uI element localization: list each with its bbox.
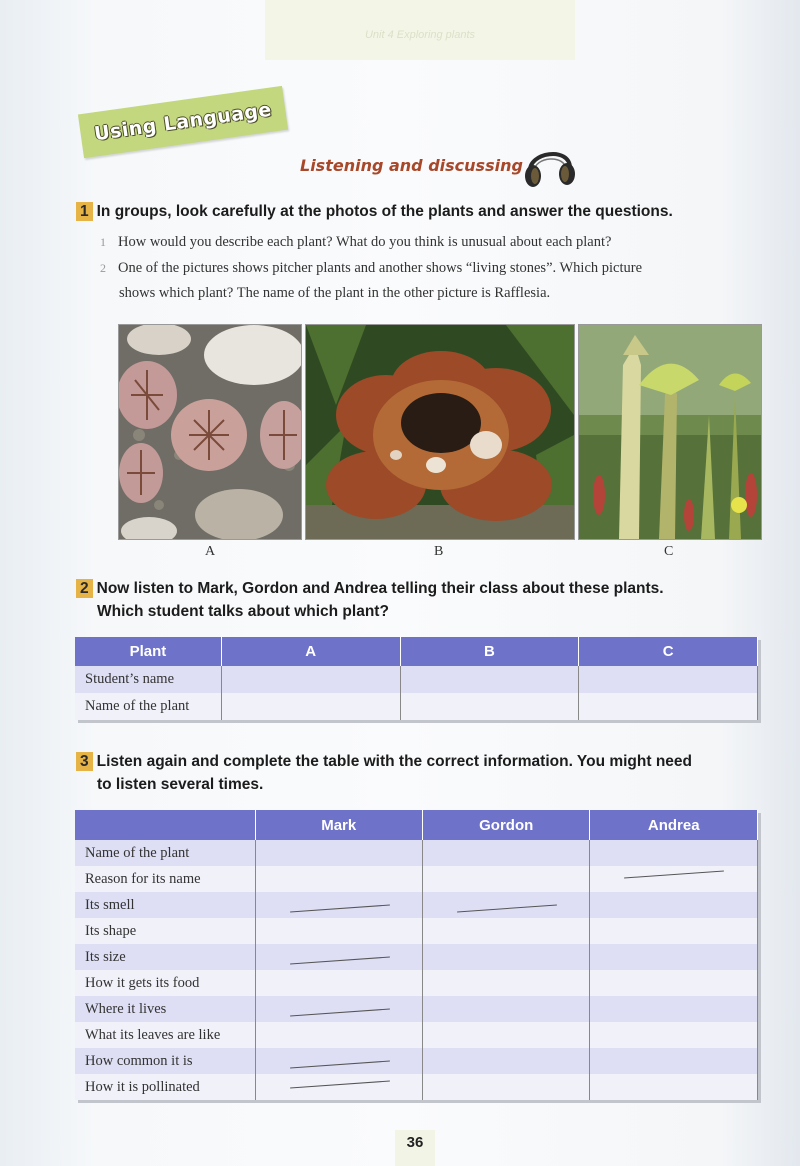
answer-cell[interactable] — [422, 1022, 590, 1048]
table-header: Mark — [255, 810, 422, 840]
question-3 — [76, 750, 692, 796]
table-row — [75, 666, 758, 693]
table-header: B — [400, 637, 579, 666]
answer-cell[interactable] — [422, 970, 590, 996]
table-header — [75, 810, 255, 840]
table-header: Plant — [75, 637, 221, 666]
table-row — [75, 1074, 758, 1100]
row-label: How it is pollinated — [75, 1074, 255, 1100]
answer-cell[interactable] — [221, 666, 400, 693]
answer-cell[interactable] — [221, 693, 400, 720]
answer-cell[interactable] — [590, 996, 758, 1022]
answer-line — [290, 1061, 390, 1069]
answer-cell[interactable] — [255, 918, 422, 944]
answer-cell[interactable] — [590, 970, 758, 996]
table-header: C — [579, 637, 758, 666]
answer-line — [457, 905, 557, 913]
row-label: Where it lives — [75, 996, 255, 1022]
photo-living-stones — [118, 324, 302, 540]
answer-line — [290, 957, 390, 965]
row-label: How common it is — [75, 1048, 255, 1074]
table-row — [75, 996, 758, 1022]
sub-question-2 — [100, 256, 770, 306]
sub-question-text-cont: shows which plant? The name of the plant in the other picture is Rafflesia. — [119, 285, 551, 301]
table-header: A — [221, 637, 400, 666]
row-label: Its smell — [75, 892, 255, 918]
answer-cell[interactable] — [590, 866, 758, 892]
sub-question-number: 2 — [100, 261, 106, 275]
table-row — [75, 1048, 758, 1074]
answer-cell[interactable] — [422, 996, 590, 1022]
table-row — [75, 1022, 758, 1048]
answer-cell[interactable] — [422, 840, 590, 866]
table-row — [75, 693, 758, 720]
answer-cell[interactable] — [255, 1022, 422, 1048]
answer-line — [290, 1081, 390, 1089]
question-text: Listen again and complete the table with the correct information. You might need — [96, 753, 693, 770]
plant-details-table — [75, 810, 758, 1100]
answer-cell[interactable] — [422, 866, 590, 892]
answer-cell[interactable] — [579, 666, 758, 693]
photo-rafflesia — [305, 324, 575, 540]
answer-cell[interactable] — [400, 666, 579, 693]
row-label: Student’s name — [75, 666, 221, 693]
answer-cell[interactable] — [590, 892, 758, 918]
answer-line — [625, 871, 725, 879]
row-label: Reason for its name — [75, 866, 255, 892]
sub-question-number: 1 — [100, 235, 106, 249]
row-label: Name of the plant — [75, 840, 255, 866]
question-text: In groups, look carefully at the photos of the plants and answer the questions. — [96, 203, 673, 220]
sub-question-text: How would you describe each plant? What do you think is unusual about each plant? — [118, 234, 612, 250]
answer-cell[interactable] — [590, 1048, 758, 1074]
answer-cell[interactable] — [400, 693, 579, 720]
table-header: Andrea — [590, 810, 758, 840]
table-row — [75, 892, 758, 918]
question-text-cont: Which student talks about which plant? — [97, 603, 389, 620]
sub-question-text: One of the pictures shows pitcher plants and another shows “living stones”. Which picture — [118, 260, 643, 276]
section-banner: Using Language — [78, 86, 288, 158]
sub-question-1 — [100, 230, 770, 255]
answer-cell[interactable] — [255, 970, 422, 996]
answer-cell[interactable] — [590, 944, 758, 970]
answer-cell[interactable] — [255, 996, 422, 1022]
answer-cell[interactable] — [255, 1074, 422, 1100]
section-subtitle: Listening and discussing — [300, 156, 523, 175]
row-label: Name of the plant — [75, 693, 221, 720]
question-text: Now listen to Mark, Gordon and Andrea telling their class about these plants. — [96, 580, 664, 597]
answer-line — [290, 1009, 390, 1017]
answer-cell[interactable] — [422, 1074, 590, 1100]
photo-label-c: C — [664, 544, 674, 559]
answer-cell[interactable] — [422, 892, 590, 918]
unit-header — [265, 0, 575, 60]
answer-cell[interactable] — [590, 840, 758, 866]
question-text-cont: to listen several times. — [97, 776, 264, 793]
table-row — [75, 840, 758, 866]
row-label: What its leaves are like — [75, 1022, 255, 1048]
table-row — [75, 866, 758, 892]
answer-cell[interactable] — [255, 1048, 422, 1074]
answer-cell[interactable] — [255, 840, 422, 866]
answer-line — [290, 905, 390, 913]
page-number: 36 — [395, 1130, 435, 1166]
answer-cell[interactable] — [590, 1022, 758, 1048]
photo-label-a: A — [205, 544, 216, 559]
answer-cell[interactable] — [590, 918, 758, 944]
question-2 — [76, 577, 664, 623]
question-number: 3 — [76, 752, 93, 771]
plant-student-table — [75, 637, 758, 720]
answer-cell[interactable] — [590, 1074, 758, 1100]
answer-cell[interactable] — [255, 866, 422, 892]
row-label: Its size — [75, 944, 255, 970]
photo-label-b: B — [434, 544, 444, 559]
answer-cell[interactable] — [255, 892, 422, 918]
table-row — [75, 918, 758, 944]
table-row — [75, 970, 758, 996]
table-header: Gordon — [422, 810, 590, 840]
unit-title: Unit 4 Exploring plants — [364, 29, 476, 41]
photo-pitcher-plants — [578, 324, 762, 540]
row-label: Its shape — [75, 918, 255, 944]
answer-cell[interactable] — [422, 1048, 590, 1074]
row-label: How it gets its food — [75, 970, 255, 996]
answer-cell[interactable] — [422, 944, 590, 970]
question-1 — [76, 200, 673, 223]
table-row — [75, 944, 758, 970]
question-number: 2 — [76, 579, 93, 598]
question-number: 1 — [76, 202, 93, 221]
answer-cell[interactable] — [422, 918, 590, 944]
answer-cell[interactable] — [255, 944, 422, 970]
headphones-icon — [522, 142, 578, 190]
answer-cell[interactable] — [579, 693, 758, 720]
